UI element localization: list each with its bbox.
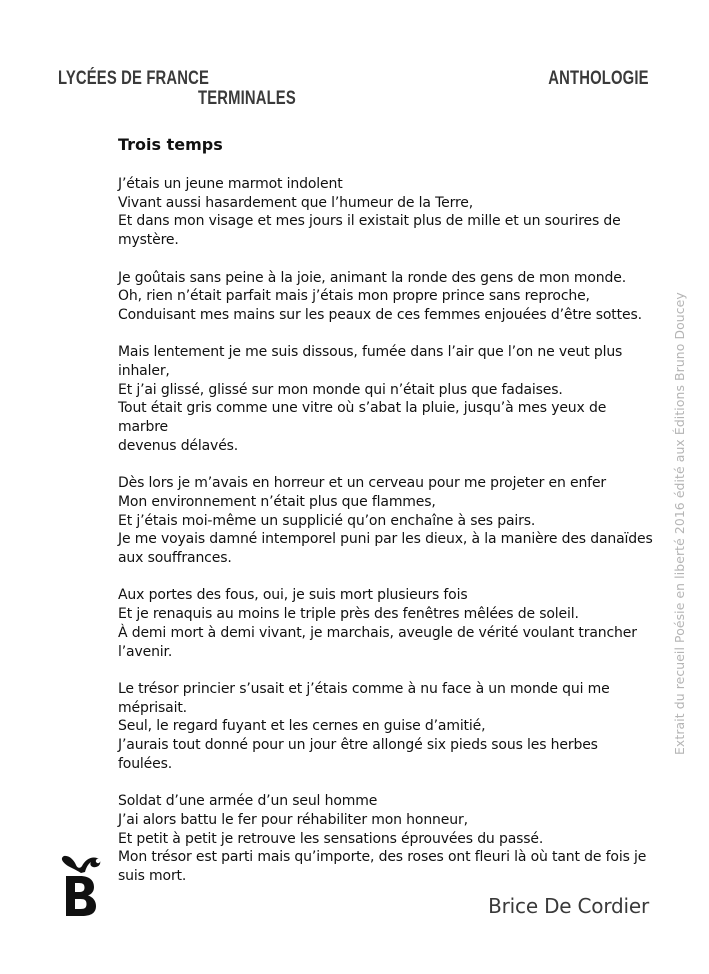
poem-stanza: [118, 343, 653, 455]
poem-stanza: [118, 175, 653, 250]
poem-line: Le trésor princier s’usait et j’étais comme à nu face à un monde qui me: [118, 680, 610, 697]
header-series: LYCÉES DE FRANCE: [58, 68, 210, 89]
poem-line: inhaler,: [118, 363, 170, 379]
poem-line: Et dans mon visage et mes jours il existait plus de mille et un sourires de: [118, 213, 621, 230]
poem-line: Et je renaquis au moins le triple près des fenêtres mêlées de soleil.: [118, 606, 579, 623]
poem-body: [118, 175, 653, 904]
header-level: TERMINALES: [198, 88, 296, 109]
poem-line: Vivant aussi hasardement que l’humeur de la Terre,: [118, 194, 474, 211]
publisher-logo: [58, 852, 108, 918]
poem-line: Conduisant mes mains sur les peaux de ces femmes enjouées d’être sottes.: [118, 306, 642, 323]
poem-line: Et petit à petit je retrouve les sensations éprouvées du passé.: [118, 830, 544, 847]
poem-line: Mon trésor est parti mais qu’importe, des roses ont fleuri là où tant de fois je: [118, 849, 647, 866]
header-anthology: ANTHOLOGIE: [548, 68, 649, 89]
poem-line: Mais lentement je me suis dissous, fumée dans l’air que l’on ne veut plus: [118, 344, 623, 361]
poem-line: mystère.: [118, 232, 179, 249]
publisher-b-logo-icon: [58, 852, 108, 918]
poem-line: méprisait.: [118, 699, 187, 716]
poem-line: J’étais un jeune marmot indolent: [118, 176, 343, 192]
poem-title: Trois temps: [118, 135, 223, 154]
poem-line: J’ai alors battu le fer pour réhabiliter mon honneur,: [118, 811, 468, 828]
poem-line: Oh, rien n’était parfait mais j’étais mon propre prince sans reproche,: [118, 288, 590, 305]
poem-line: l’avenir.: [118, 643, 173, 660]
poem-line: Seul, le regard fuyant et les cernes en guise d’amitié,: [118, 718, 486, 735]
author-name: Brice De Cordier: [488, 894, 649, 918]
poem-line: À demi mort à demi vivant, je marchais, aveugle de vérité voulant trancher: [118, 624, 637, 641]
poem-line: J’aurais tout donné pour un jour être allongé six pieds sous les herbes foulées.: [118, 737, 598, 772]
poem-line: Soldat d’une armée d’un seul homme: [118, 793, 378, 810]
poem-line: Je goûtais sans peine à la joie, animant la ronde des gens de mon monde.: [118, 269, 627, 286]
poem-line: Dès lors je m’avais en horreur et un cerveau pour me projeter en enfer: [118, 475, 607, 492]
poem-line: Aux portes des fous, oui, je suis mort plusieurs fois: [118, 587, 468, 604]
side-credit: Extrait du recueil Poésie en liberté 2016 édité aux Éditions Bruno Doucey: [672, 292, 687, 755]
poem-line: Et j’ai glissé, glissé sur mon monde qui n’était plus que fadaises.: [118, 381, 563, 398]
poem-stanza: [118, 680, 653, 774]
poem-line: Mon environnement n’était plus que flammes,: [118, 493, 436, 510]
poem-line: Et j’étais moi-même un supplicié qu’on enchaîne à ses pairs.: [118, 512, 536, 529]
poem-line: Je me voyais damné intemporel puni par les dieux, à la manière des danaïdes: [118, 531, 653, 548]
poem-line: suis mort.: [118, 867, 187, 884]
poem-stanza: [118, 269, 653, 325]
poem-line: Tout était gris comme une vitre où s’abat la pluie, jusqu’à mes yeux de marbre: [118, 400, 607, 436]
poem-line: aux souffrances.: [118, 550, 232, 567]
poem-stanza: [118, 792, 653, 886]
poem-line: devenus délavés.: [118, 437, 239, 454]
poem-stanza: [118, 474, 653, 568]
poem-stanza: [118, 586, 653, 661]
